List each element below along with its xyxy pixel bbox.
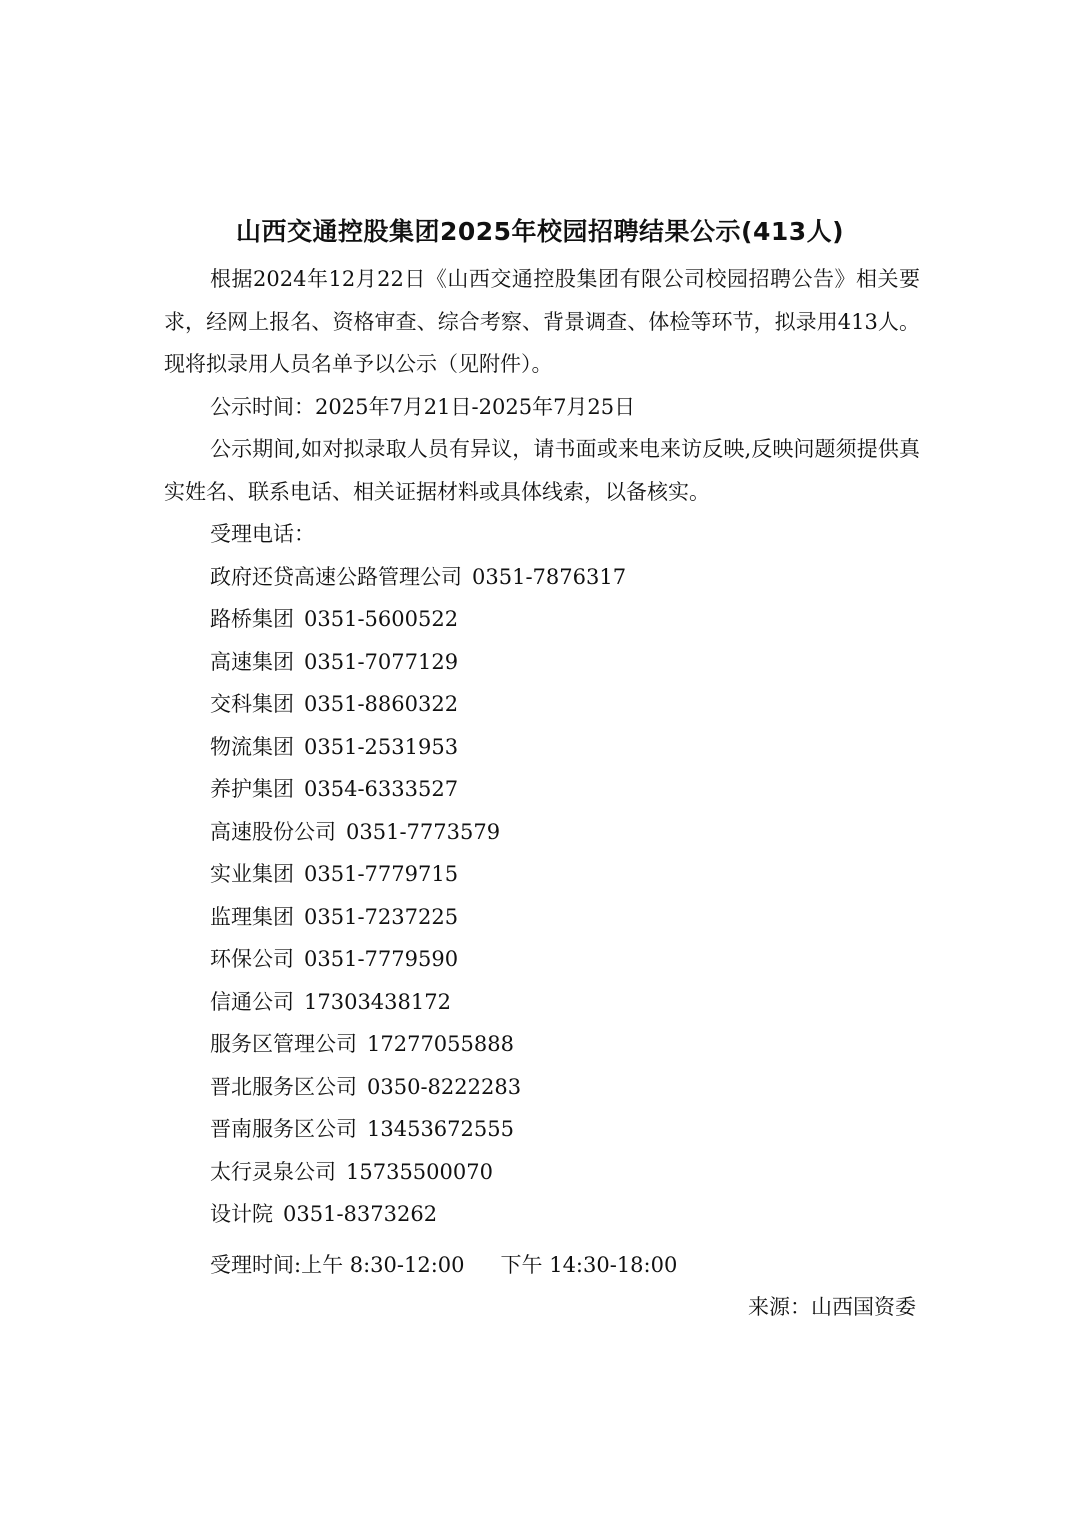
source-line: 来源：山西国资委 [748,1295,916,1319]
contact-unit: 监理集团 [210,904,294,929]
contact-phone: 0351-7077129 [304,649,459,674]
contact-item [164,768,920,811]
contact-unit: 环保公司 [210,947,294,971]
document-title: 山西交通控股集团2025年校园招聘结果公示(413人) [235,217,845,246]
contact-item [164,641,920,684]
contact-phone: 0351-2531953 [304,734,459,759]
contact-item [164,726,920,769]
contact-item [164,853,920,896]
phone-heading: 受理电话： [210,522,315,546]
document-body [164,258,920,1329]
contact-unit: 晋北服务区公司 [210,1074,357,1099]
contact-unit: 政府还贷高速公路管理公司 [210,564,462,589]
contact-item [164,598,920,641]
contact-phone: 0354-6333527 [304,777,459,801]
intro-paragraph: 根据2024年12月22日《山西交通控股集团有限公司校园招聘公告》相关要求，经网上报名、资格审查、综合考察、背景调查、体检等环节，拟录用413人。现将拟录用人员名单予以公示（见附件）。 [164,267,920,376]
contact-phone: 0351-5600522 [304,607,459,631]
contact-item [164,811,920,854]
contact-item [164,683,920,726]
contact-item [164,981,920,1024]
publicity-period: 公示时间：2025年7月21日-2025年7月25日 [210,394,636,419]
contact-phone: 0351-7779715 [304,862,459,886]
office-hours [164,1244,920,1287]
contact-phone: 17303438172 [304,989,451,1014]
contact-item [164,1193,920,1236]
objection-notice: 公示期间,如对拟录取人员有异议，请书面或来电来访反映,反映问题须提供真实姓名、联系电话、相关证据材料或具体线索，以备核实。 [164,437,920,504]
contact-phone: 0351-7779590 [304,947,459,971]
contact-item [164,556,920,599]
contact-phone: 0351-8373262 [283,1202,438,1226]
contact-item [164,1023,920,1066]
contact-unit: 高速股份公司 [210,819,336,844]
contact-phone: 17277055888 [367,1032,514,1056]
contact-list [164,556,920,1236]
contact-item [164,938,920,981]
contact-phone: 13453672555 [367,1117,514,1141]
contact-phone: 0351-7773579 [346,819,501,844]
contact-phone: 0351-8860322 [304,692,459,716]
contact-item [164,896,920,939]
contact-unit: 信通公司 [210,989,294,1014]
contact-unit: 服务区管理公司 [210,1032,357,1056]
contact-unit: 太行灵泉公司 [210,1159,336,1184]
contact-item [164,1108,920,1151]
contact-phone: 0351-7237225 [304,904,459,929]
contact-unit: 路桥集团 [210,607,294,631]
contact-unit: 物流集团 [210,734,294,759]
contact-unit: 养护集团 [210,777,294,801]
contact-unit: 设计院 [210,1202,273,1226]
contact-item [164,1066,920,1109]
office-hours-am: 受理时间:上午 8:30-12:00 [210,1252,465,1277]
contact-phone: 15735500070 [346,1159,493,1184]
office-hours-pm: 下午 14:30-18:00 [500,1252,678,1277]
contact-phone: 0351-7876317 [472,564,627,589]
contact-unit: 高速集团 [210,649,294,674]
contact-unit: 实业集团 [210,862,294,886]
contact-unit: 交科集团 [210,692,294,716]
contact-phone: 0350-8222283 [367,1074,522,1099]
contact-item [164,1151,920,1194]
contact-unit: 晋南服务区公司 [210,1117,357,1141]
